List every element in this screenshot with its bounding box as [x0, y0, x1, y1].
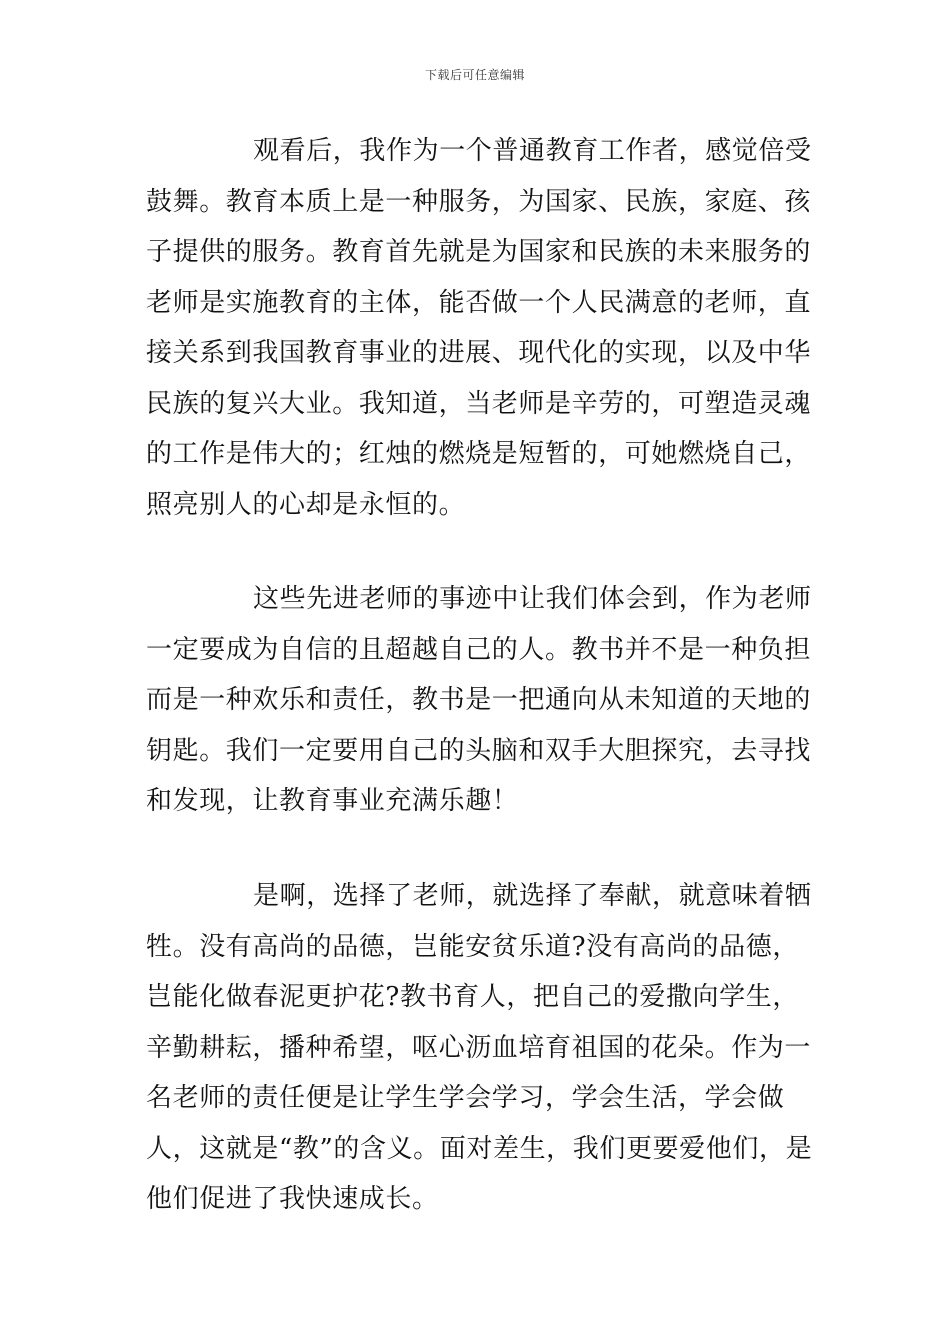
paragraph-3: 是啊，选择了老师，就选择了奉献，就意味着牺牲。没有高尚的品德，岂能安贫乐道?没有高尚的品德，岂能化做春泥更护花?教书育人，把自己的爱撒向学生，辛勤耕耘，播种希望，呕心沥血培育祖国的花朵。作为一名老师的责任便是让学生学会学习，学会生活，学会做人，这就是“教”的含义。面对差生，我们更要爱他们，是他们促进了我快速成长。 [146, 881, 813, 1214]
paragraph-1: 观看后，我作为一个普通教育工作者，感觉倍受鼓舞。教育本质上是一种服务，为国家、民族，家庭、孩子提供的服务。教育首先就是为国家和民族的未来服务的老师是实施教育的主体，能否做一个人民满意的老师，直接关系到我国教育事业的进展、现代化的实现，以及中华民族的复兴大业。我知道，当老师是辛劳的，可塑造灵魂的工作是伟大的；红烛的燃烧是短暂的，可她燃烧自己，照亮别人的心却是永恒的。 [146, 136, 812, 520]
header-note: 下载后可任意编辑 [424, 68, 525, 82]
paragraph-2: 这些先进老师的事迹中让我们体会到，作为老师一定要成为自信的且超越自己的人。教书并不是一种负担而是一种欢乐和责任，教书是一把通向从未知道的天地的钥匙。我们一定要用自己的头脑和双手大胆探究，去寻找和发现，让教育事业充满乐趣！ [146, 584, 812, 816]
